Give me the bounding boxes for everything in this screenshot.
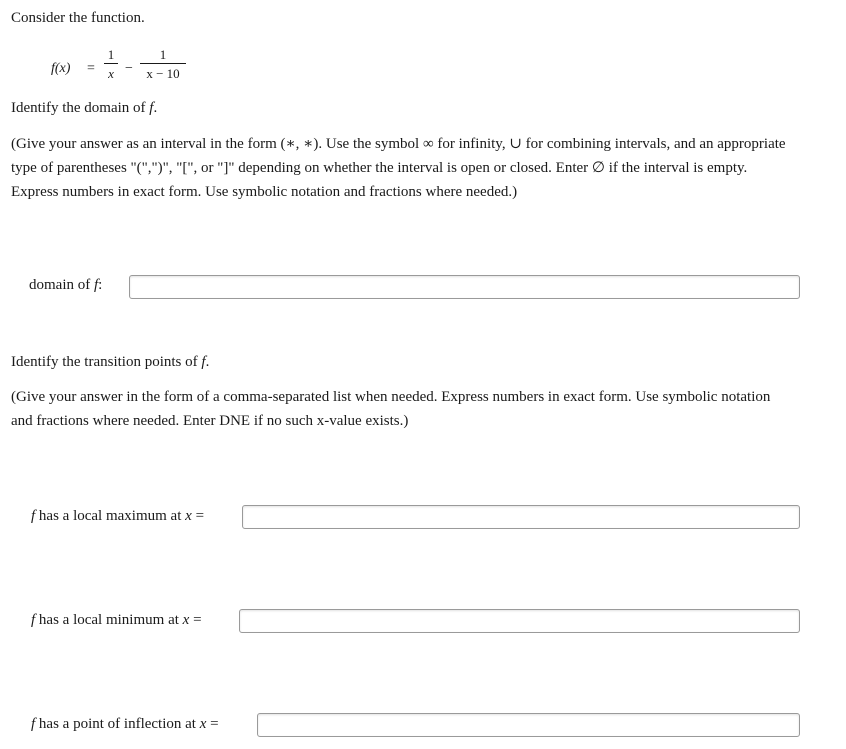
domain-instructions: (Give your answer as an interval in the form (∗, ∗). Use the symbol ∞ for infinity, ∪ for combining intervals, and an appropriate type of parentheses "(",")", "[", or "]" depending on whether the interval is open or closed. Enter ∅ if the interval is empty. Express numbers in exact form. Use symbolic notation and fractions where needed.) [11, 136, 786, 200]
inflection-input[interactable] [257, 713, 800, 737]
local-min-label: f has a local minimum at x = [31, 612, 202, 628]
transition-instructions: (Give your answer in the form of a comma-separated list when needed. Express numbers in exact form. Use symbolic notation and fractions where needed. Enter DNE if no such x-value exists.) [11, 389, 771, 429]
function-equals: = [87, 61, 95, 76]
local-max-label: f has a local maximum at x = [31, 508, 205, 524]
local-min-input[interactable] [239, 609, 800, 633]
inflection-label: f has a point of inflection at x = [31, 716, 219, 732]
domain-label: domain of f: [29, 277, 103, 293]
local-max-input[interactable] [242, 505, 800, 529]
fraction-two: 1 x − 10 [140, 47, 186, 81]
function-minus: − [125, 61, 133, 76]
domain-answer-input[interactable] [129, 275, 800, 299]
transition-prompt: Identify the transition points of f. [11, 354, 210, 370]
intro-text: Consider the function. [11, 10, 145, 26]
function-lhs: f(x) [51, 61, 71, 76]
fraction-one: 1 x [104, 47, 118, 81]
domain-prompt: Identify the domain of f. [11, 100, 158, 116]
